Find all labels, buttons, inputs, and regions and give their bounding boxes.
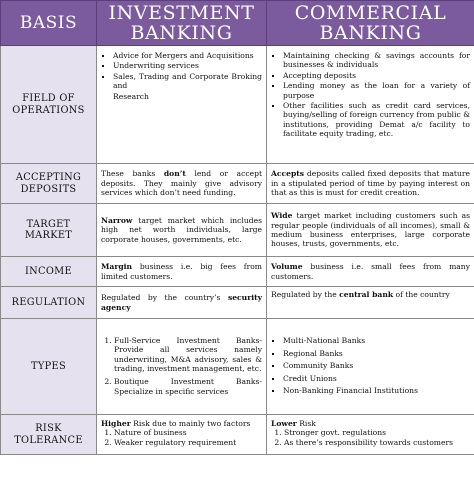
list-item: 2. As there’s responsibility towards customers: [284, 438, 470, 447]
list-item: 1. Nature of business: [114, 428, 262, 437]
risk-heading: [271, 419, 470, 428]
cell-text: business i.e. big fees from limited customers.: [101, 262, 262, 281]
list-item: 2. Boutique Investment Banks- Specialize in specific services: [114, 377, 262, 396]
ib-field-of-operations: [97, 46, 267, 164]
row-regulation: [1, 287, 474, 319]
row-risk-tolerance: [1, 415, 474, 455]
basis-income: INCOME: [1, 257, 97, 287]
cell-text: Regulated by the country’s: [101, 293, 228, 303]
cell-text: target market including customers such as regular people (individuals of all incomes), small & medium business enterprises, large corporate houses, trusts, governments, etc.: [271, 211, 470, 249]
row-field-of-operations: [1, 46, 474, 164]
cell-bold-text: central bank: [339, 290, 394, 299]
list-item: ▪ Community Banks: [283, 361, 470, 370]
cell-bold-text: Accepts: [271, 169, 305, 179]
cell-bold-text: Lower: [271, 419, 297, 428]
basis-types: TYPES: [1, 319, 97, 415]
list-item: 1. Stronger govt. regulations: [284, 428, 470, 437]
cell-text: deposits called fixed deposits that mature in a stipulated period of time by paying interest on that as this is must for credit creation.: [271, 169, 470, 198]
list-item: ▪ Sales, Trading and Corporate Broking and: [113, 72, 262, 91]
row-accepting-deposits: [1, 164, 474, 204]
cell-bold-text: Wide: [271, 211, 293, 221]
cb-types: [267, 319, 474, 415]
row-target-market: [1, 204, 474, 257]
list-item: 2. Weaker regulatory requirement: [114, 438, 262, 447]
header-row: [1, 1, 474, 46]
risk-heading: [101, 419, 262, 428]
cell-bold-text: Volume: [271, 262, 303, 272]
cb-accepting-deposits: [267, 164, 474, 204]
row-types: [1, 319, 474, 415]
list-item: ▪ Maintaining checking & savings accounts for businesses & individuals: [283, 51, 470, 70]
cb-target-market: [267, 204, 474, 257]
list-item: ▪ Credit Unions: [283, 374, 470, 383]
ib-target-market: [97, 204, 267, 257]
cell-text: business i.e. small fees from many customers.: [271, 262, 470, 281]
list-item: ▪ Other facilities such as credit card services, buying/selling of foreign currency from public & institutions, providing Demat a/c facility to facilitate equity trading, etc.: [283, 101, 470, 139]
list-item: ▪ Non-Banking Financial Institutions: [283, 386, 470, 395]
basis-risk-tolerance: RISK TOLERANCE: [1, 415, 97, 455]
cell-text: of the country: [393, 290, 450, 299]
cell-text: Risk due to mainly two factors: [130, 419, 251, 428]
cell-text: These banks: [101, 169, 164, 179]
list-item: ▪ Lending money as the loan for a variety of purpose: [283, 81, 470, 100]
cell-text: lend or accept deposits. They mainly give advisory services which don’t need funding.: [101, 169, 263, 198]
cb-income: [267, 257, 474, 287]
basis-accepting-deposits: ACCEPTING DEPOSITS: [1, 164, 97, 204]
cell-bold-text: Margin: [101, 262, 133, 272]
cell-text: Regulated by the: [271, 290, 340, 299]
ib-risk-tolerance: [97, 415, 267, 455]
cell-bold-text: Narrow: [101, 215, 133, 225]
list-item: 1. Full-Service Investment Banks- Provide all services namely underwriting, M&A advisory, sales & trading, investment management, etc.: [114, 336, 262, 374]
cell-bold-text: don’t: [163, 169, 186, 179]
cb-regulation: [267, 287, 474, 319]
ib-regulation: [97, 287, 267, 319]
ib-types: [97, 319, 267, 415]
list-item: ▪ Advice for Mergers and Acquisitions: [113, 51, 262, 60]
cell-bold-text: security agency: [101, 293, 262, 312]
cell-text: target market which includes high net worth individuals, large corporate houses, governments, etc.: [101, 215, 262, 244]
header-commercial-banking: COMMERCIAL BANKING: [267, 1, 474, 46]
cb-risk-tolerance: [267, 415, 474, 455]
list-item: ▪ Regional Banks: [283, 349, 470, 358]
cell-bold-text: Higher: [101, 419, 131, 428]
basis-regulation: REGULATION: [1, 287, 97, 319]
ib-income: [97, 257, 267, 287]
basis-field-of-operations: FIELD OF OPERATIONS: [1, 46, 97, 164]
list-item: Research: [113, 91, 149, 101]
cb-field-of-operations: [267, 46, 474, 164]
list-item: ▪ Underwriting services: [113, 61, 262, 70]
header-basis: BASIS: [1, 1, 97, 46]
basis-target-market: TARGET MARKET: [1, 204, 97, 257]
header-investment-banking: INVESTMENT BANKING: [97, 1, 267, 46]
ib-accepting-deposits: [97, 164, 267, 204]
list-item: ▪ Accepting deposits: [283, 71, 470, 80]
cell-text: Risk: [296, 419, 316, 428]
row-income: [1, 257, 474, 287]
list-item: ▪ Multi-National Banks: [283, 336, 470, 345]
